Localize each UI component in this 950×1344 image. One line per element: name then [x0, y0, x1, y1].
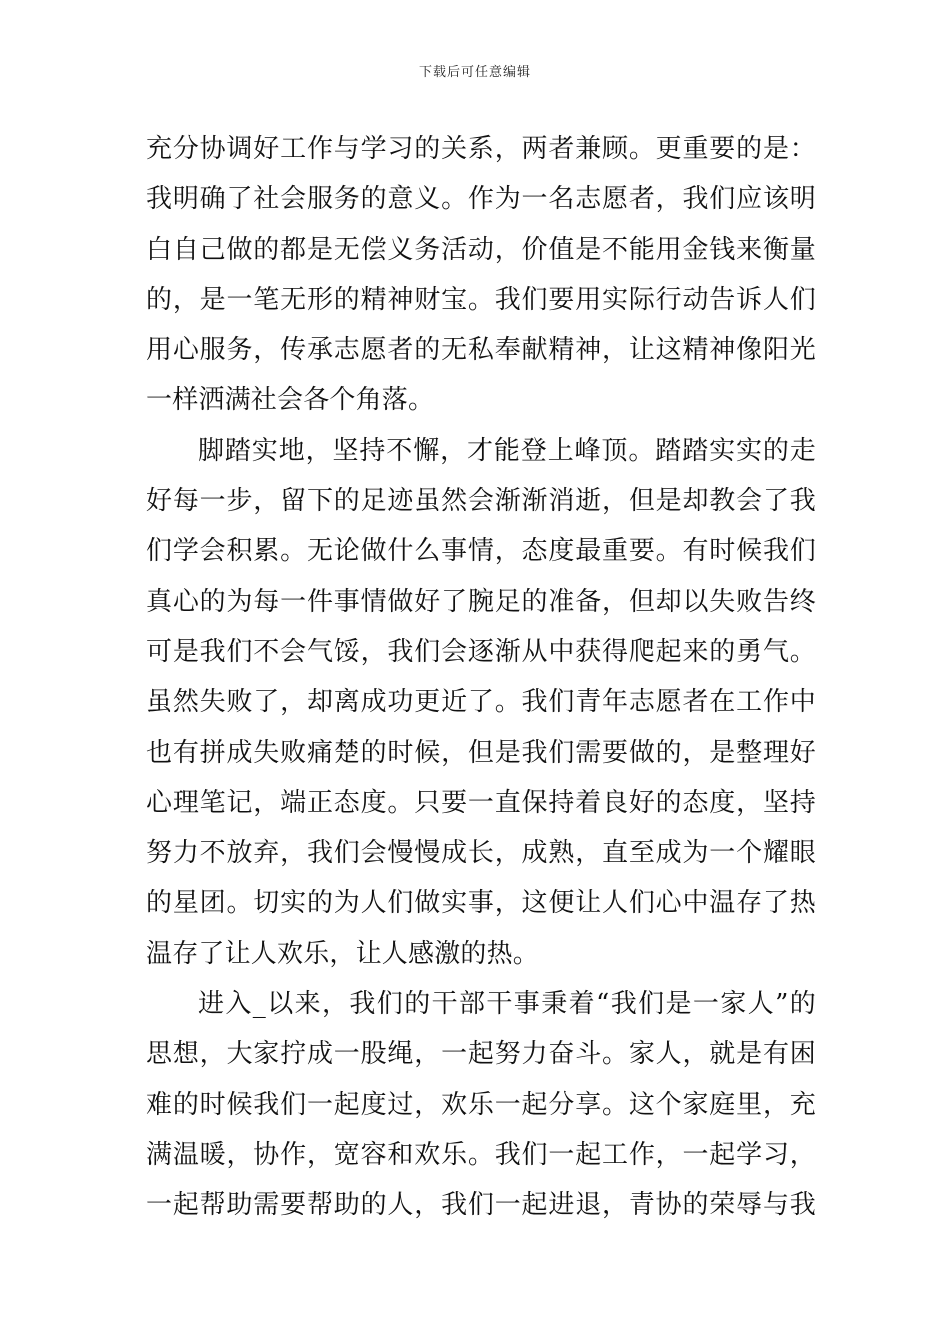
- text-line: 用心服务，传承志愿者的无私奉献精神，让这精神像阳光: [146, 335, 816, 366]
- paragraph-first-line: 进入_以来，我们的干部干事秉着“我们是一家人”的: [198, 989, 816, 1020]
- text-line: 一起帮助需要帮助的人，我们一起进退，青协的荣辱与我: [146, 1190, 816, 1221]
- text-line: 可是我们不会气馁，我们会逐渐从中获得爬起来的勇气。: [146, 636, 816, 667]
- text-line: 也有拼成失败痛楚的时候，但是我们需要做的，是整理好: [146, 737, 816, 768]
- text-line: 我明确了社会服务的意义。作为一名志愿者，我们应该明: [146, 184, 816, 215]
- page-header-note: 下载后可任意编辑: [418, 65, 531, 80]
- text-line: 白自己做的都是无偿义务活动，价值是不能用金钱来衡量: [146, 234, 816, 265]
- text-line: 充分协调好工作与学习的关系，两者兼顾。更重要的是：: [146, 134, 816, 164]
- text-line: 的，是一笔无形的精神财宝。我们要用实际行动告诉人们: [146, 284, 816, 315]
- text-line: 心理笔记，端正态度。只要一直保持着良好的态度，坚持: [146, 787, 816, 818]
- text-line: 虽然失败了，却离成功更近了。我们青年志愿者在工作中: [146, 687, 816, 718]
- text-line: 思想，大家拧成一股绳，一起努力奋斗。家人，就是有困: [146, 1039, 816, 1070]
- text-line: 温存了让人欢乐，让人感激的热。: [146, 938, 540, 969]
- text-line: 好每一步，留下的足迹虽然会渐渐消逝，但是却教会了我: [146, 486, 816, 517]
- text-line: 的星团。切实的为人们做实事，这便让人们心中温存了热: [146, 888, 816, 919]
- text-line: 们学会积累。无论做什么事情，态度最重要。有时候我们: [146, 536, 816, 567]
- text-line: 满温暖，协作，宽容和欢乐。我们一起工作，一起学习，: [146, 1139, 816, 1170]
- text-line: 真心的为每一件事情做好了腕足的准备，但却以失败告终: [146, 586, 816, 617]
- text-line: 难的时候我们一起度过，欢乐一起分享。这个家庭里，充: [146, 1089, 816, 1120]
- body-text: [146, 124, 816, 1231]
- text-line: 努力不放弃，我们会慢慢成长，成熟，直至成为一个耀眼: [146, 838, 816, 869]
- text-line: 一样洒满社会各个角落。: [146, 385, 435, 416]
- paragraph-first-line: 脚踏实地，坚持不懈，才能登上峰顶。踏踏实实的走: [198, 435, 816, 466]
